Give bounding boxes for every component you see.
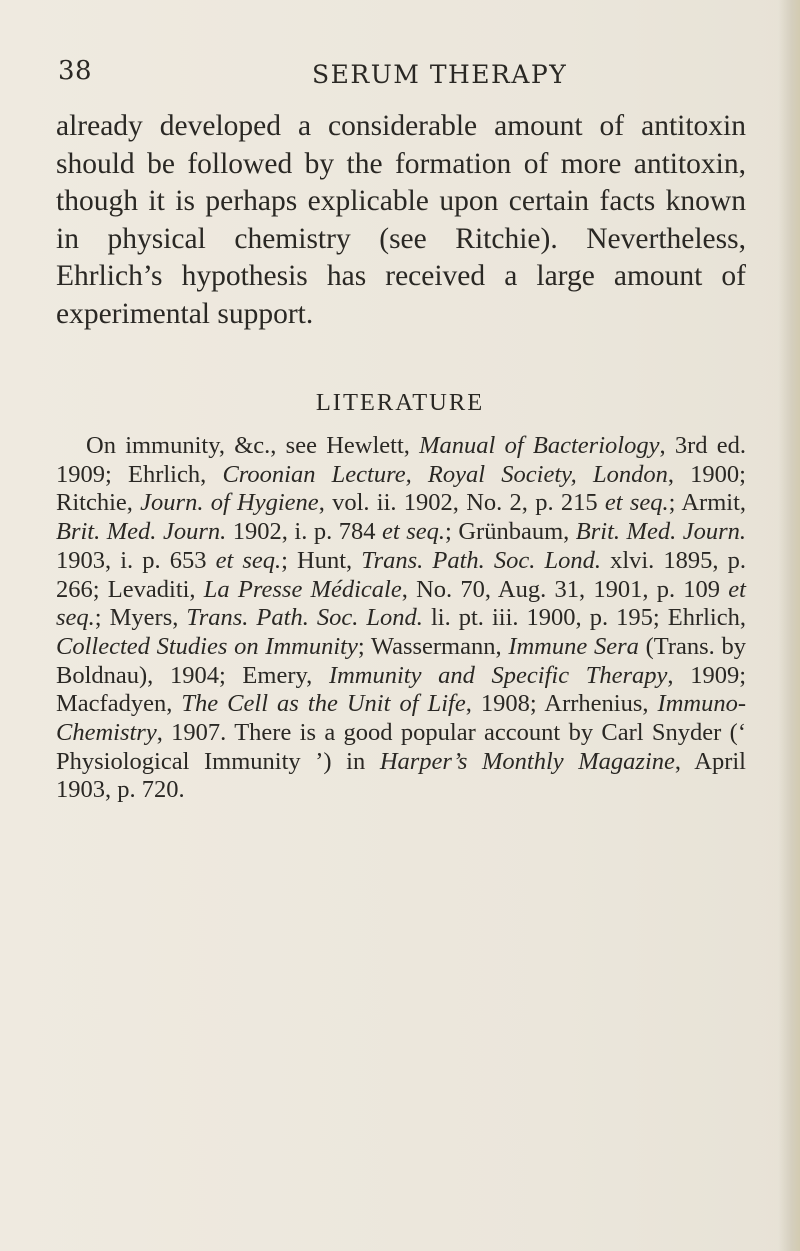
reference-text: , 1907. There is a good popular account by Carl Snyder (‘ Physiological Immunity ’) in <box>56 719 746 775</box>
reference-text: ; Myers, <box>94 604 187 632</box>
reference-title: Croonian Lecture, Royal Society, London <box>222 460 668 488</box>
reference-title: Harper’s Monthly Magazine <box>379 747 675 775</box>
page-number: 38 <box>58 56 93 86</box>
body-paragraph: already developed a considerable amount of antitoxin should be followed by the formation of more antitoxin, though it is perhaps explicable upon certain facts known in physical chemistry (see Ritchie). Nevertheless, Ehrlich’s hypothesis has received a large amount of experimental support. <box>56 110 746 330</box>
reference-title: Trans. Path. Soc. Lond. <box>186 604 423 632</box>
reference-title: Brit. Med. Journ. <box>575 518 747 546</box>
reference-title: Trans. Path. Soc. Lond. <box>361 546 601 574</box>
literature-references <box>56 432 746 805</box>
reference-text: , 3rd ed. 1909; Ehrlich, <box>56 432 746 488</box>
reference-title: et seq. <box>382 518 446 546</box>
reference-text: , 1900; Ritchie, <box>56 460 746 517</box>
reference-text: , 1908; Arrhenius, <box>465 690 658 718</box>
reference-title: Immunity and Specific Therapy <box>328 661 668 689</box>
literature-heading: LITERATURE <box>315 389 485 416</box>
reference-text: , 1909; Macfadyen, <box>56 661 746 718</box>
reference-title: Brit. Med. Journ. <box>56 518 227 546</box>
reference-text: On immunity, &c., see Hewlett, <box>86 432 420 459</box>
reference-text: , No. 70, Aug. 31, 1901, p. 109 <box>401 575 729 603</box>
page-edge-shadow <box>778 0 800 1251</box>
reference-title: et seq. <box>56 575 746 632</box>
reference-title: et seq. <box>604 489 669 517</box>
reference-title: The Cell as the Unit of Life <box>181 690 466 718</box>
reference-text: li. pt. iii. 1900, p. 195; Ehrlich, <box>422 604 746 632</box>
reference-text: ; Grünbaum, <box>445 518 576 546</box>
reference-text: ; Hunt, <box>281 546 362 574</box>
reference-title: La Presse Médicale <box>203 575 402 603</box>
reference-title: Immune Sera <box>508 632 639 660</box>
reference-title: Manual of Bacteriology <box>419 432 660 459</box>
reference-text: xlvi. 1895, p. 266; Levaditi, <box>56 546 747 603</box>
reference-text: , April 1903, p. 720. <box>56 747 746 804</box>
reference-title: Journ. of Hygiene <box>140 489 319 517</box>
page-header <box>30 56 770 96</box>
reference-text: ; Armit, <box>668 489 747 517</box>
running-head: SERUM THERAPY <box>312 60 568 89</box>
reference-text: 1903, i. p. 653 <box>56 546 216 574</box>
reference-title: Collected Studies on Immunity <box>56 632 358 660</box>
reference-title: Immuno-Chemistry <box>56 690 746 747</box>
reference-text: , vol. ii. 1902, No. 2, p. 215 <box>318 489 605 517</box>
reference-text: 1902, i. p. 784 <box>226 518 383 546</box>
reference-text: (Trans. by Boldnau), 1904; Emery, <box>56 632 746 689</box>
reference-title: et seq. <box>215 546 282 574</box>
reference-text: ; Wassermann, <box>357 632 509 660</box>
